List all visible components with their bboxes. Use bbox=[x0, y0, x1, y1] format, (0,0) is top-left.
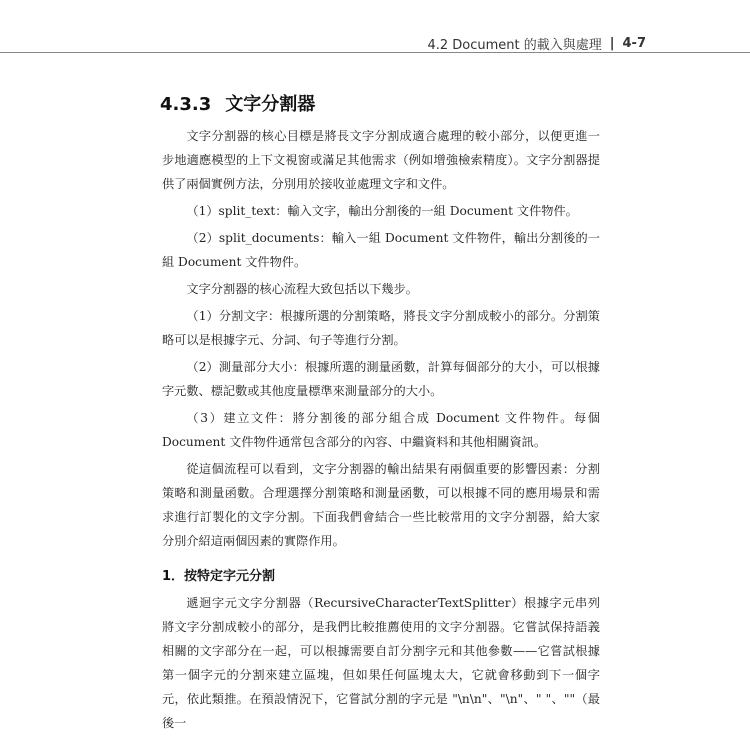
page-number: 4-7 bbox=[622, 36, 646, 51]
paragraph-flow-intro: 文字分割器的核心流程大致包括以下幾步。 bbox=[186, 282, 418, 296]
paragraph-step-split: （1）分割文字：根據所選的分割策略，將長文字分割成較小的部分。分割策略可以是根據字元、分詞、句子等進行分割。 bbox=[162, 309, 600, 347]
running-header-section: 4.2 Document 的載入與處理 bbox=[427, 38, 602, 53]
paragraph-summary: 從這個流程可以看到，文字分割器的輸出結果有兩個重要的影響因素：分割策略和測量函數。合理選擇分割策略和測量函數，可以根據不同的應用場景和需求進行訂製化的文字分割。下面我們會結合一些比較常用的文字分割器，給大家分別介紹這兩個因素的實際作用。 bbox=[162, 462, 600, 548]
section-heading bbox=[160, 90, 315, 116]
paragraph-recursive-splitter: 遞迴字元文字分割器（RecursiveCharacterTextSplitter）根據字元串列將文字分割成較小的部分，是我們比較推薦使用的文字分割器。它嘗試保持語義相關的文字部分在一起，可以根據需要自訂分割字元和其他參數——它嘗試根據第一個字元的分割來建立區塊，但如果任何區塊太大，它就會移動到下一個字元，依此類推。在預設情況下，它嘗試分割的字元是 "\n\n"、"\n"、" "、""（最後一 bbox=[162, 596, 600, 730]
paragraph-intro: 文字分割器的核心目標是將長文字分割成適合處理的較小部分，以便更進一步地適應模型的上下文視窗或滿足其他需求（例如增強檢索精度）。文字分割器提供了兩個實例方法，分別用於接收並處理文字和文件。 bbox=[162, 129, 600, 191]
section-number: 4.3.3 bbox=[160, 94, 212, 115]
paragraph-step-create: （3）建立文件：將分割後的部分組合成 Document 文件物件。每個 Document 文件物件通常包含部分的內容、中繼資料和其他相關資訊。 bbox=[162, 411, 600, 449]
body-text bbox=[162, 124, 600, 738]
paragraph-method-split-text: （1）split_text：輸入文字，輸出分割後的一組 Document 文件物件。 bbox=[186, 204, 578, 218]
running-header-separator: | bbox=[609, 36, 615, 51]
paragraph-method-split-documents: （2）split_documents：輸入一組 Document 文件物件，輸出分割後的一組 Document 文件物件。 bbox=[162, 231, 600, 269]
subsection-heading: 1．按特定字元分割 bbox=[162, 569, 276, 584]
paragraph-step-measure: （2）測量部分大小：根據所選的測量函數，計算每個部分的大小，可以根據字元數、標記數或其他度量標準來測量部分的大小。 bbox=[162, 360, 600, 398]
header-rule bbox=[0, 52, 750, 53]
running-header bbox=[427, 34, 646, 53]
section-title: 文字分割器 bbox=[225, 94, 316, 115]
